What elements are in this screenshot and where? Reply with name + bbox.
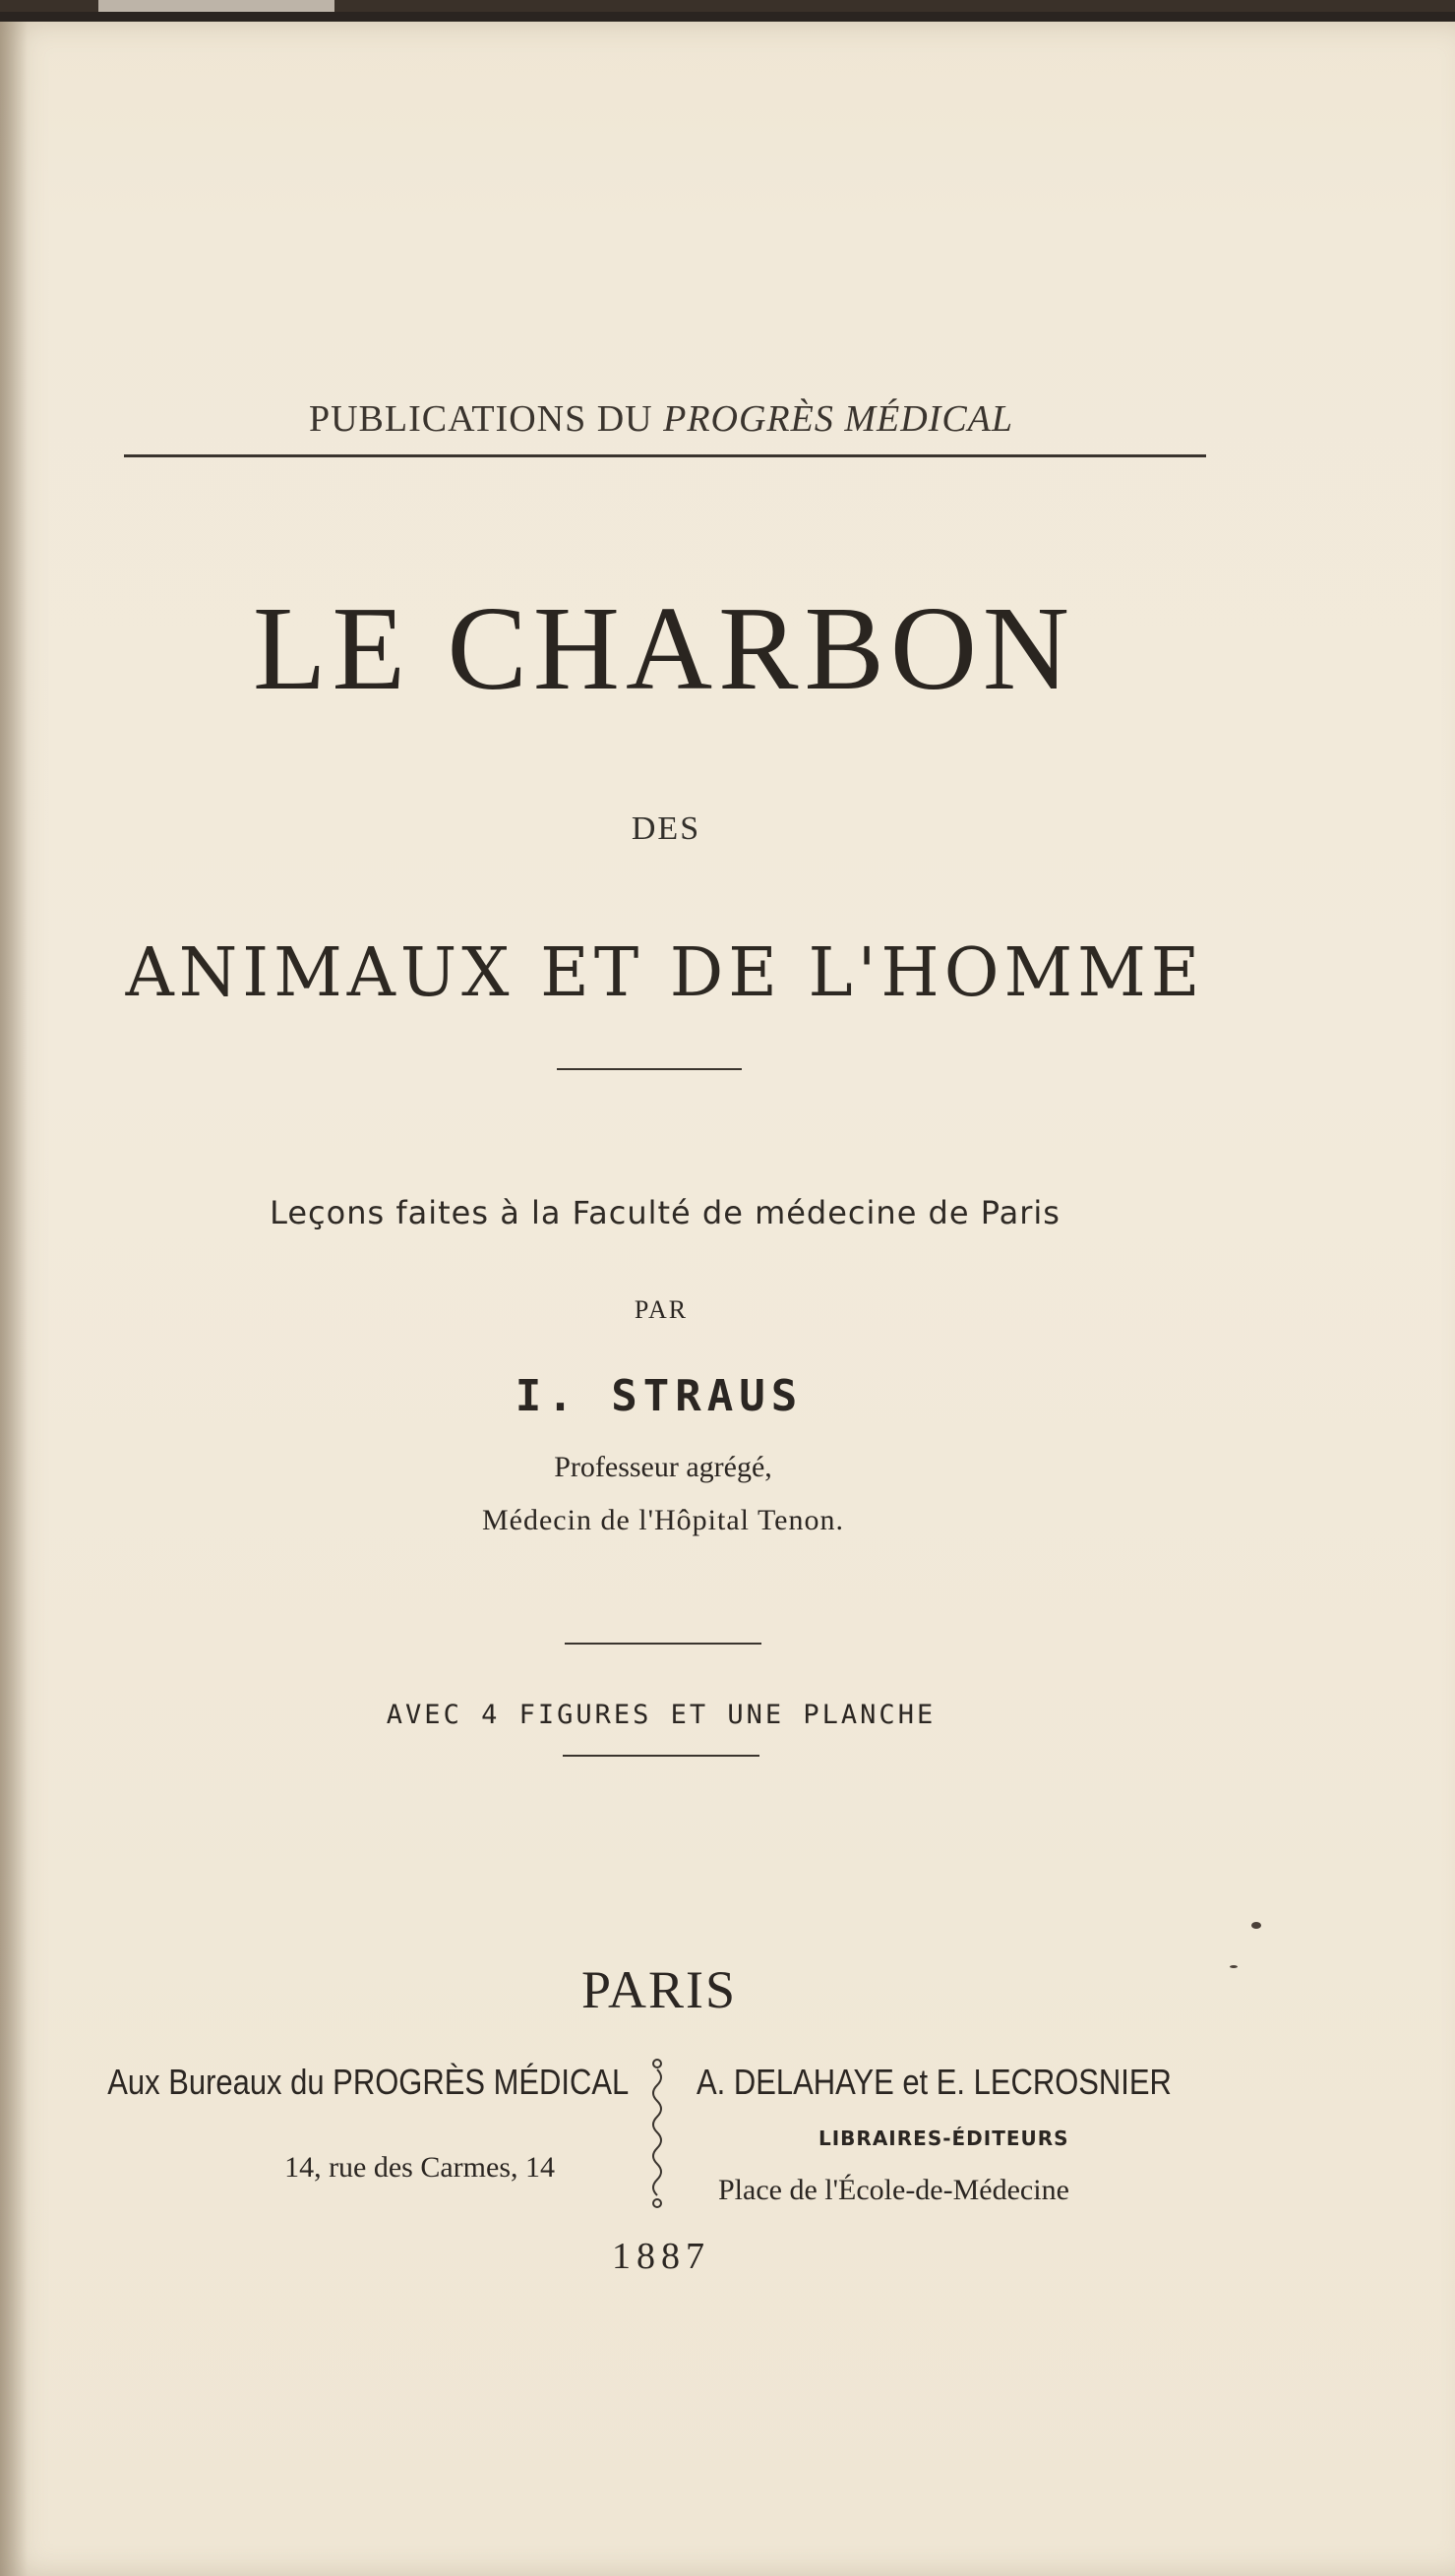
title-connector: DES [631,810,701,847]
book-title: LE CHARBON [252,582,1076,715]
publisher-right-role: LIBRAIRES-ÉDITEURS [818,2127,1069,2150]
publication-year: 1887 [612,2236,710,2277]
title-page [0,22,1455,2576]
book-subtitle: ANIMAUX ET DE L'HOMME [125,934,1205,1012]
divider-rule [565,1643,761,1645]
figures-note: AVEC 4 FIGURES ET UNE PLANCHE [386,1700,937,1730]
author-title: Professeur agrégé, [554,1451,772,1483]
publisher-right-name: A. DELAHAYE et E. LECROSNIER [697,2062,1172,2102]
ink-speck [1251,1922,1261,1929]
page-top-edge [0,0,1455,12]
publisher-left-address: 14, rue des Carmes, 14 [284,2151,555,2184]
publisher-left-name: Aux Bureaux du PROGRÈS MÉDICAL [107,2062,629,2102]
series-journal: PROGRÈS MÉDICAL [663,398,1014,440]
author-position: Médecin de l'Hôpital Tenon. [481,1504,845,1536]
series-heading [309,397,1013,441]
header-rule [124,454,1206,457]
divider-rule [557,1068,742,1070]
by-label: PAR [634,1295,689,1324]
ornament-brace-icon [645,2058,669,2215]
publication-city: PARIS [580,1960,738,2019]
series-prefix: PUBLICATIONS DU [308,398,664,440]
lecture-note: Leçons faites à la Faculté de médecine de Paris [270,1194,1061,1231]
divider-rule [563,1755,759,1757]
author-name: I. STRAUS [515,1371,804,1421]
publisher-right-address: Place de l'École-de-Médecine [718,2174,1069,2206]
ink-speck [1230,1965,1238,1968]
